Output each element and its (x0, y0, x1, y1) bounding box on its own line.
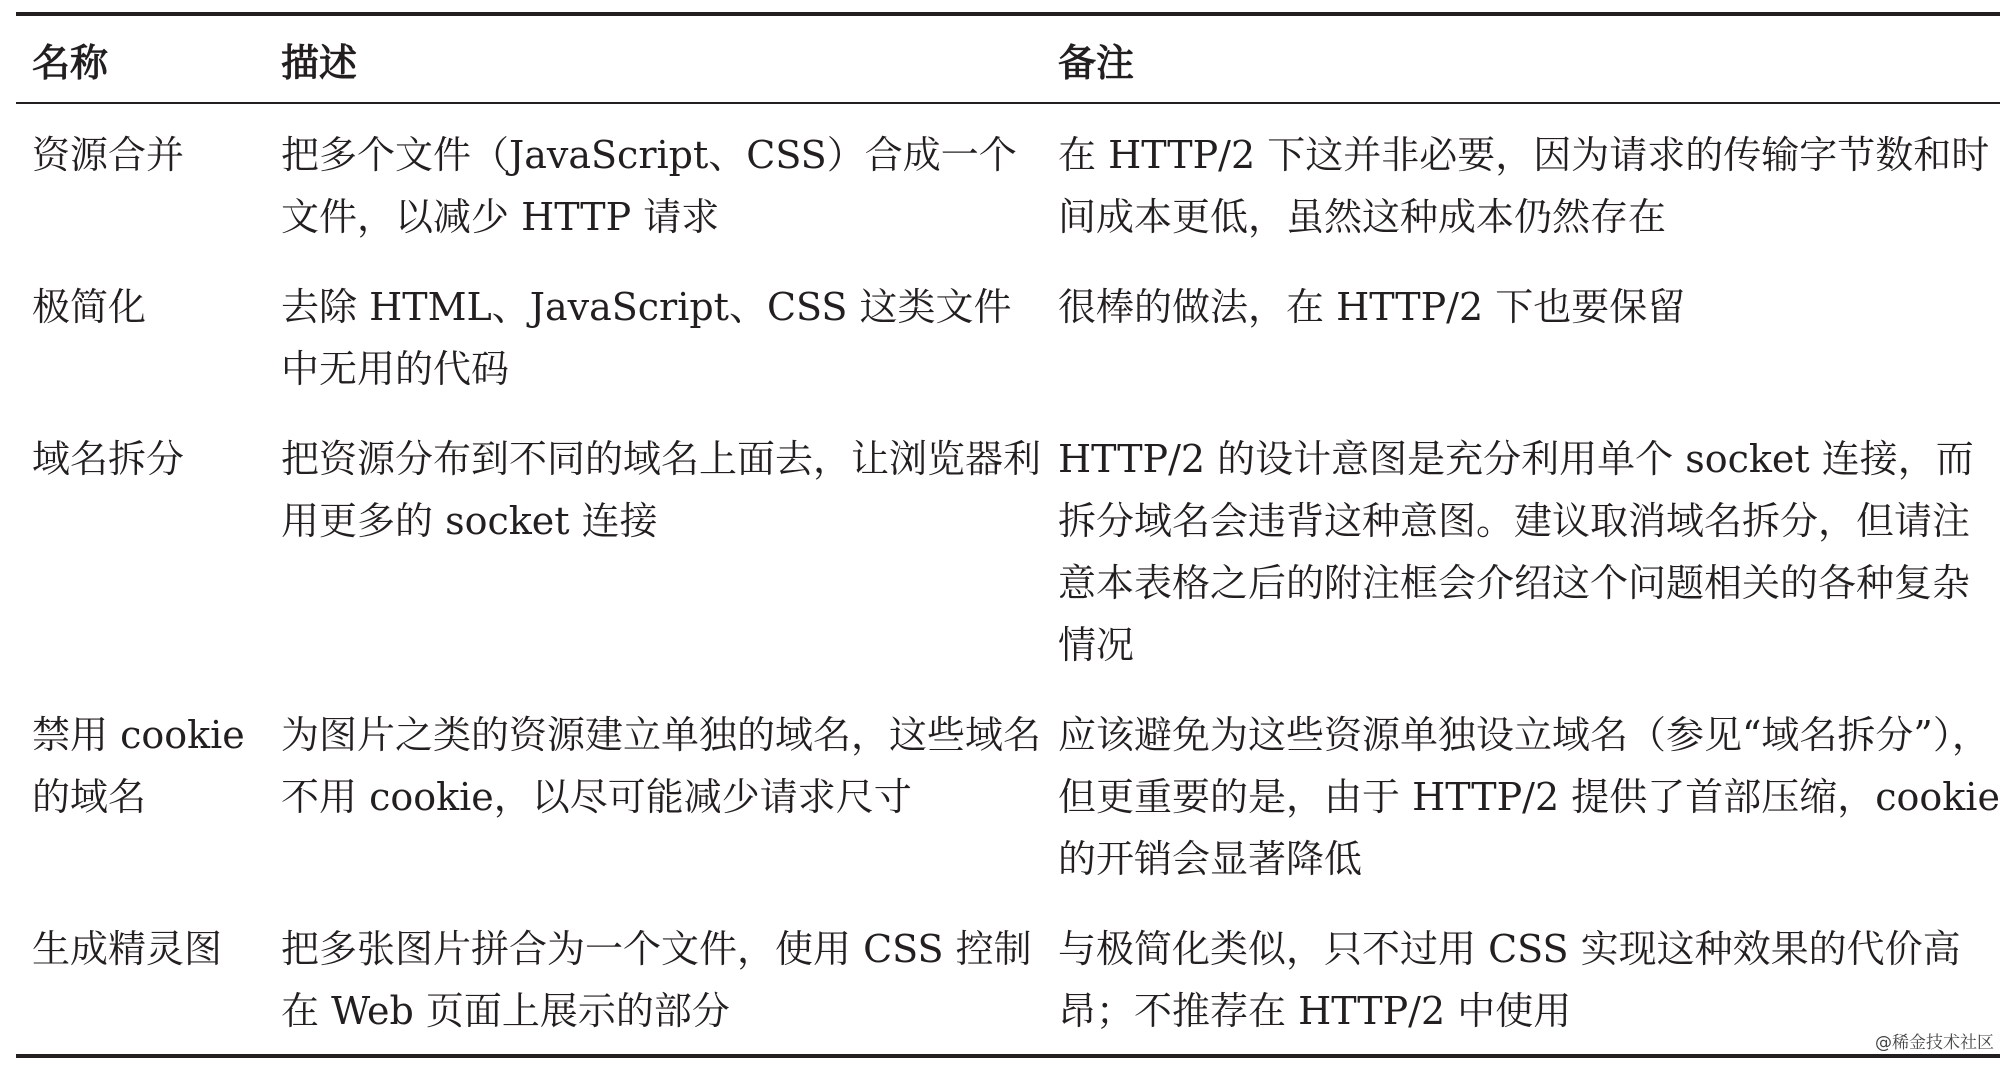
optimization-table-container (16, 12, 2000, 1058)
table-row (16, 904, 2000, 1056)
row-name: 生成精灵图 (32, 927, 223, 971)
table-row (16, 690, 2000, 904)
table-row (16, 414, 2000, 690)
row-name: 极简化 (32, 285, 147, 329)
row-description: 去除 HTML、JavaScript、CSS 这类文件中无用的代码 (281, 285, 1012, 391)
row-description: 把多个文件（JavaScript、CSS）合成一个文件，以减少 HTTP 请求 (281, 133, 1017, 239)
header-note: 备注 (1058, 40, 1135, 85)
watermark: @稀金技术社区 (1875, 1033, 1994, 1053)
row-note: HTTP/2 的设计意图是充分利用单个 socket 连接，而拆分域名会违背这种意图。建议取消域名拆分，但请注意本表格之后的附注框会介绍这个问题相关的各种复杂情况 (1058, 437, 1974, 667)
row-name: 资源合并 (32, 133, 185, 177)
row-note: 与极简化类似，只不过用 CSS 实现这种效果的代价高昂；不推荐在 HTTP/2 中使用 (1058, 927, 1961, 1033)
row-description: 把多张图片拼合为一个文件，使用 CSS 控制在 Web 页面上展示的部分 (281, 927, 1032, 1033)
row-name: 禁用 cookie 的域名 (32, 713, 245, 819)
row-name: 域名拆分 (32, 437, 185, 481)
row-description: 把资源分布到不同的域名上面去，让浏览器利用更多的 socket 连接 (281, 437, 1042, 543)
table-header-row (16, 14, 2000, 103)
row-description: 为图片之类的资源建立单独的域名，这些域名不用 cookie，以尽可能减少请求尺寸 (281, 713, 1042, 819)
header-name: 名称 (32, 40, 109, 85)
header-description: 描述 (281, 40, 358, 85)
optimization-table (16, 12, 2000, 1058)
table-row (16, 262, 2000, 414)
row-note: 很棒的做法，在 HTTP/2 下也要保留 (1058, 285, 1686, 329)
table-row (16, 103, 2000, 262)
row-note: 在 HTTP/2 下这并非必要，因为请求的传输字节数和时间成本更低，虽然这种成本仍然存在 (1058, 133, 1990, 239)
row-note: 应该避免为这些资源单独设立域名（参见“域名拆分”），但更重要的是，由于 HTTP/2 提供了首部压缩，cookie 的开销会显著降低 (1058, 713, 2000, 881)
